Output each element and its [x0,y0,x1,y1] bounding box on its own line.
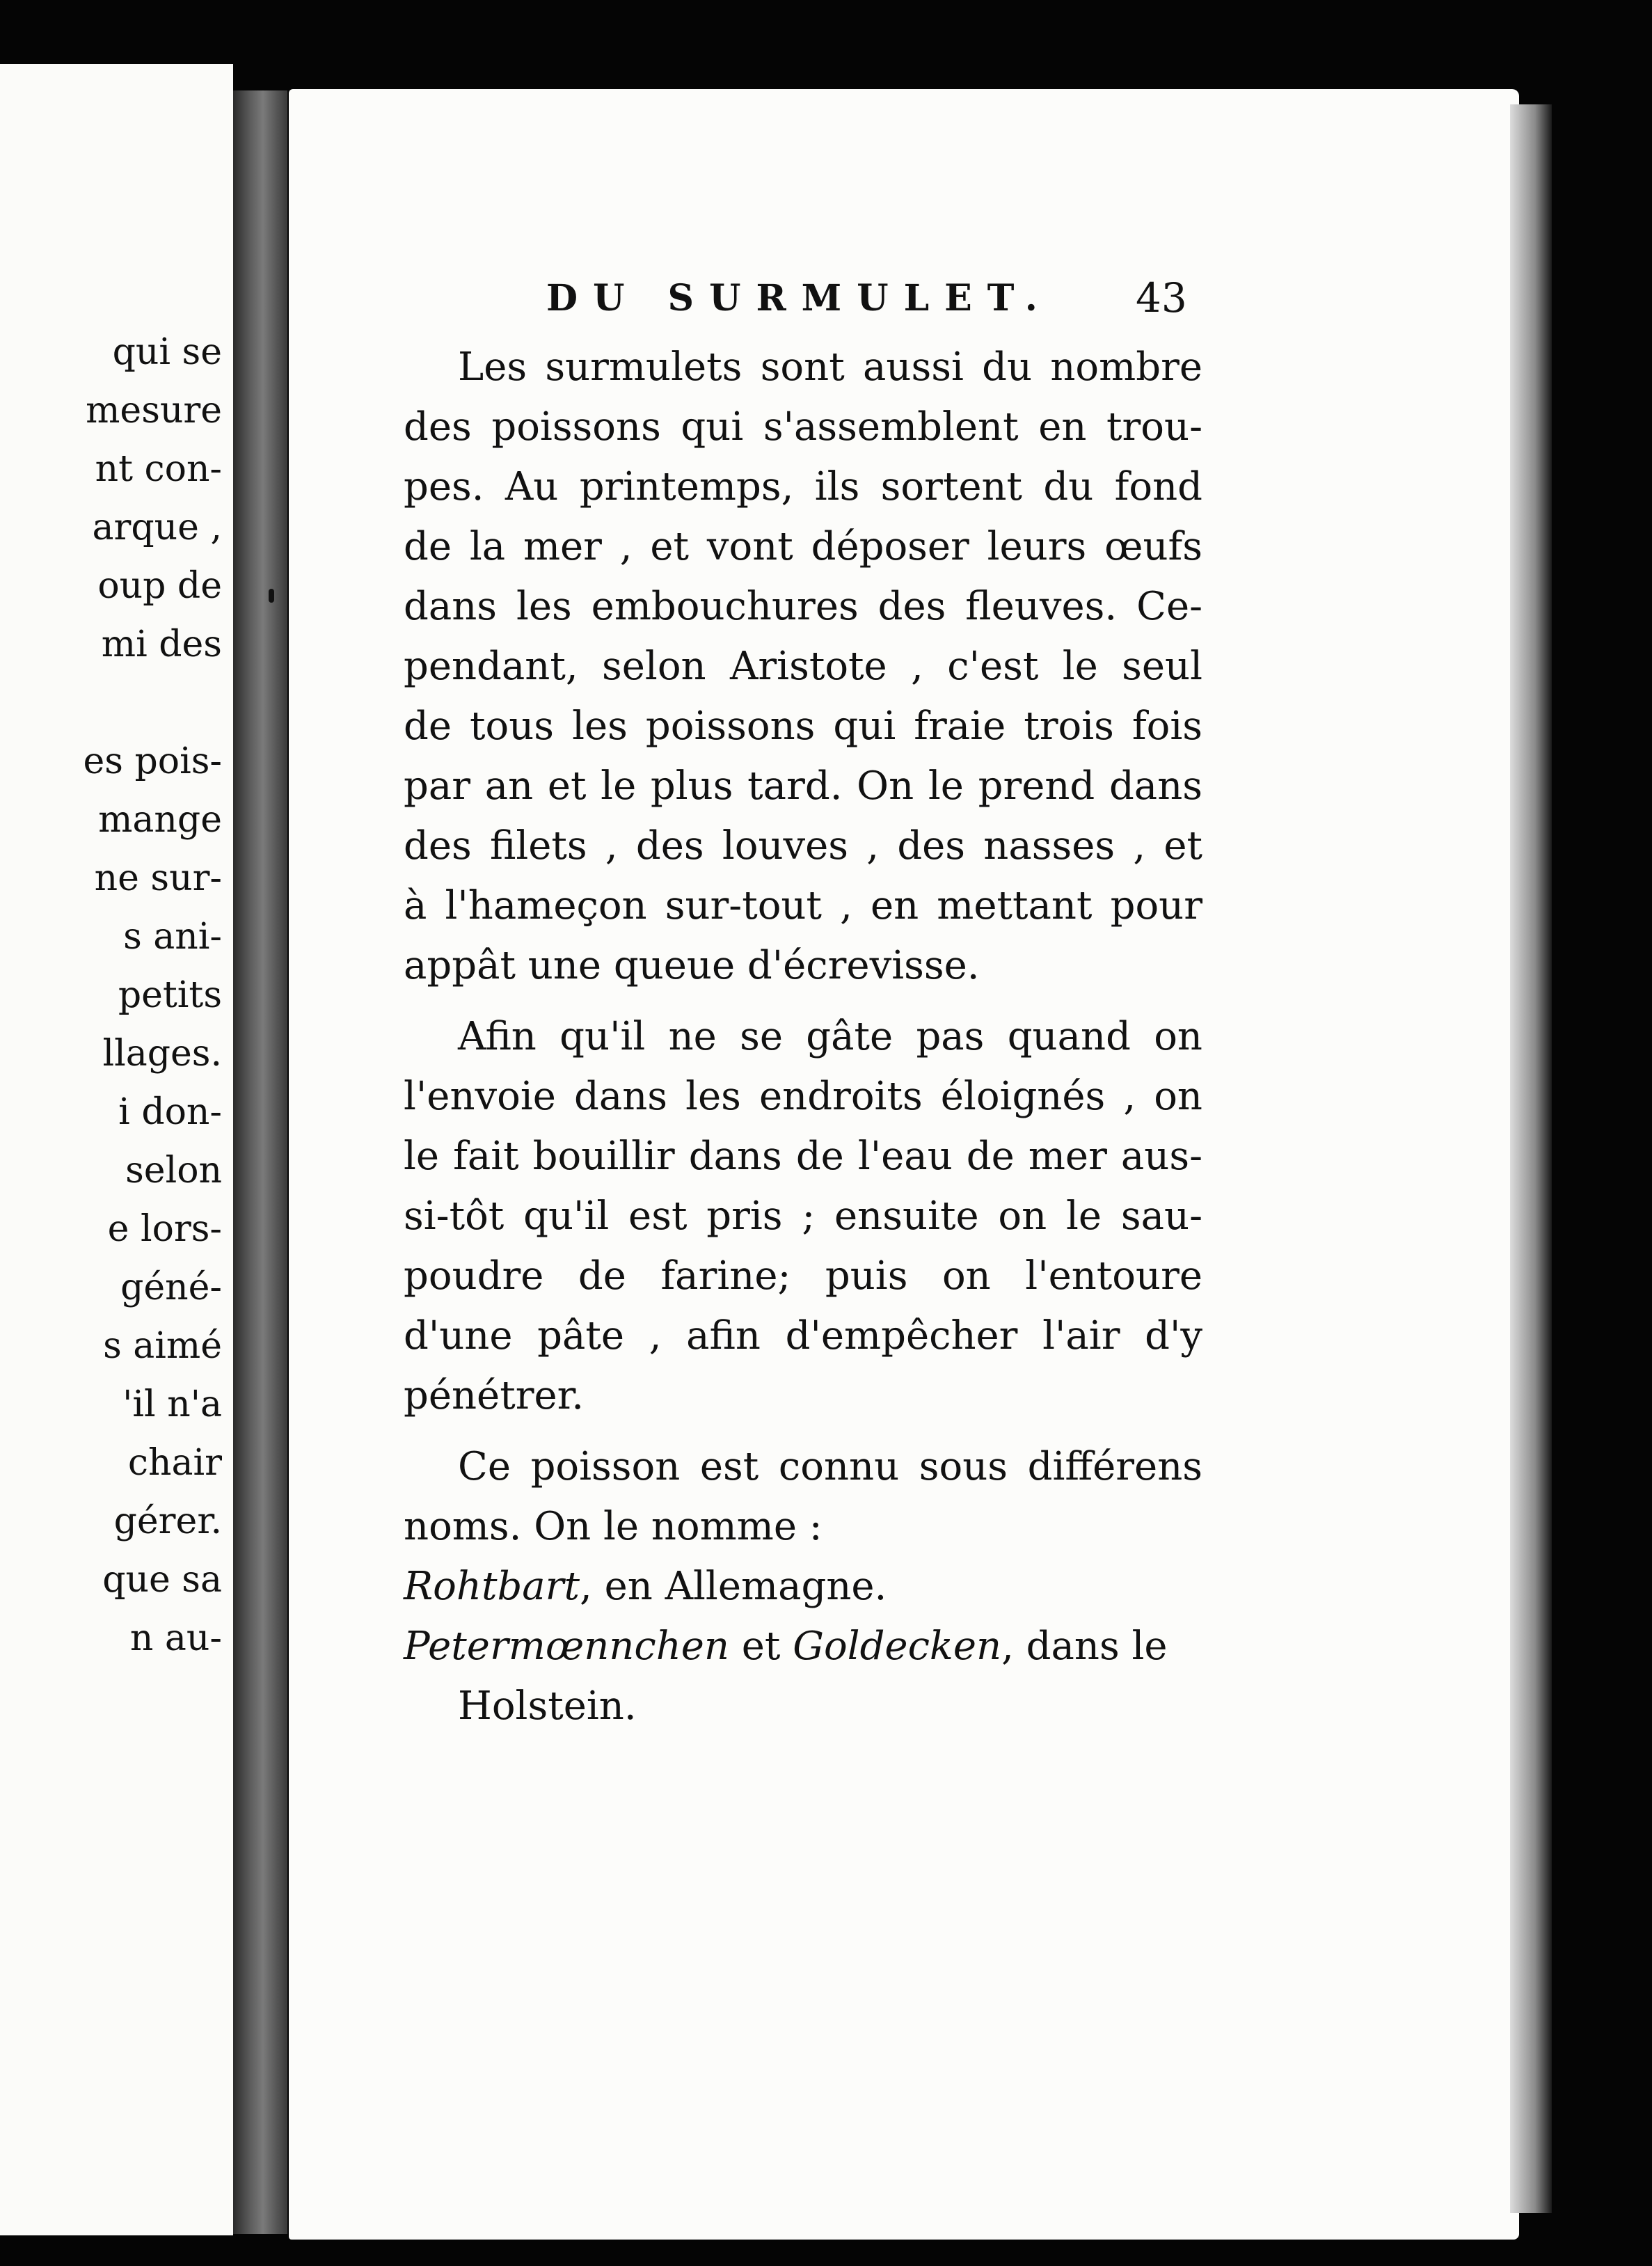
left-page-line: 'il n'a [122,1384,222,1425]
left-page-line: mi des [101,624,222,665]
left-page-line: selon [125,1150,222,1191]
name-entry [404,1624,1202,1669]
left-page-line: s aimé [103,1325,222,1367]
name-joiner: et [729,1624,793,1669]
name-italic: Rohtbart [404,1564,580,1609]
text-line: des filets , des louves , des nasses , et [404,823,1202,869]
left-page-line: mesure [86,390,222,431]
name-region: , en Allemagne. [579,1564,887,1609]
left-page-line: es pois- [83,740,222,782]
left-page-line: qui se [112,331,222,373]
text-line: de tous les poissons qui fraie trois fois [404,704,1202,749]
page-number: 43 [1136,274,1187,322]
text-line: Afin qu'il ne se gâte pas quand on [458,1014,1202,1059]
text-line: poudre de farine; puis on l'entoure [404,1253,1202,1299]
left-page-line: géné- [120,1267,222,1308]
name-continuation: Holstein. [458,1683,637,1729]
text-line: l'envoie dans les endroits éloignés , on [404,1074,1202,1119]
left-page-line: i don- [118,1091,222,1133]
text-line: des poissons qui s'assemblent en trou- [404,404,1202,450]
left-page-line: n au- [129,1617,222,1659]
left-facing-page [0,64,233,2235]
text-line: si-tôt qu'il est pris ; ensuite on le sau- [404,1194,1202,1239]
left-page-line: gérer. [113,1500,222,1542]
running-head: DU SURMULET. [546,277,1053,319]
text-line: dans les embouchures des fleuves. Ce- [404,584,1202,629]
left-page-line: que sa [102,1559,222,1601]
left-page-line: ne sur- [94,857,222,899]
left-page-line: mange [98,799,222,841]
text-line: pes. Au printemps, ils sortent du fond [404,464,1202,509]
text-line: pendant, selon Aristote , c'est le seul [404,644,1202,689]
text-line: d'une pâte , afin d'empêcher l'air d'y [404,1313,1202,1358]
left-page-line: nt con- [95,448,222,490]
name-italic: Goldecken [793,1624,1002,1669]
text-line: appât une queue d'écrevisse. [404,943,980,988]
name-region: , dans le [1001,1624,1168,1669]
page-edge [1510,104,1552,2213]
left-page-line: arque , [92,507,222,548]
left-page-line: petits [118,974,222,1016]
name-italic: Petermœnnchen [404,1624,729,1669]
text-line: le fait bouillir dans de l'eau de mer aus- [404,1134,1202,1179]
text-line: noms. On le nomme : [404,1504,823,1549]
text-line: par an et le plus tard. On le prend dans [404,763,1202,809]
book-gutter [233,90,287,2234]
text-line: de la mer , et vont déposer leurs œufs [404,524,1202,569]
left-page-line: oup de [97,565,222,607]
left-page-line: chair [127,1442,222,1484]
text-line: Les surmulets sont aussi du nombre [458,344,1202,390]
left-page-line: llages. [102,1033,222,1075]
name-entry [404,1564,1202,1609]
text-line: pénétrer. [404,1373,585,1418]
left-page-line: s ani- [123,916,222,958]
ink-speck [269,589,274,603]
text-line: Ce poisson est connu sous différens [458,1444,1202,1489]
left-page-line: e lors- [107,1208,222,1250]
text-line: à l'hameçon sur-tout , en mettant pour [404,883,1202,928]
